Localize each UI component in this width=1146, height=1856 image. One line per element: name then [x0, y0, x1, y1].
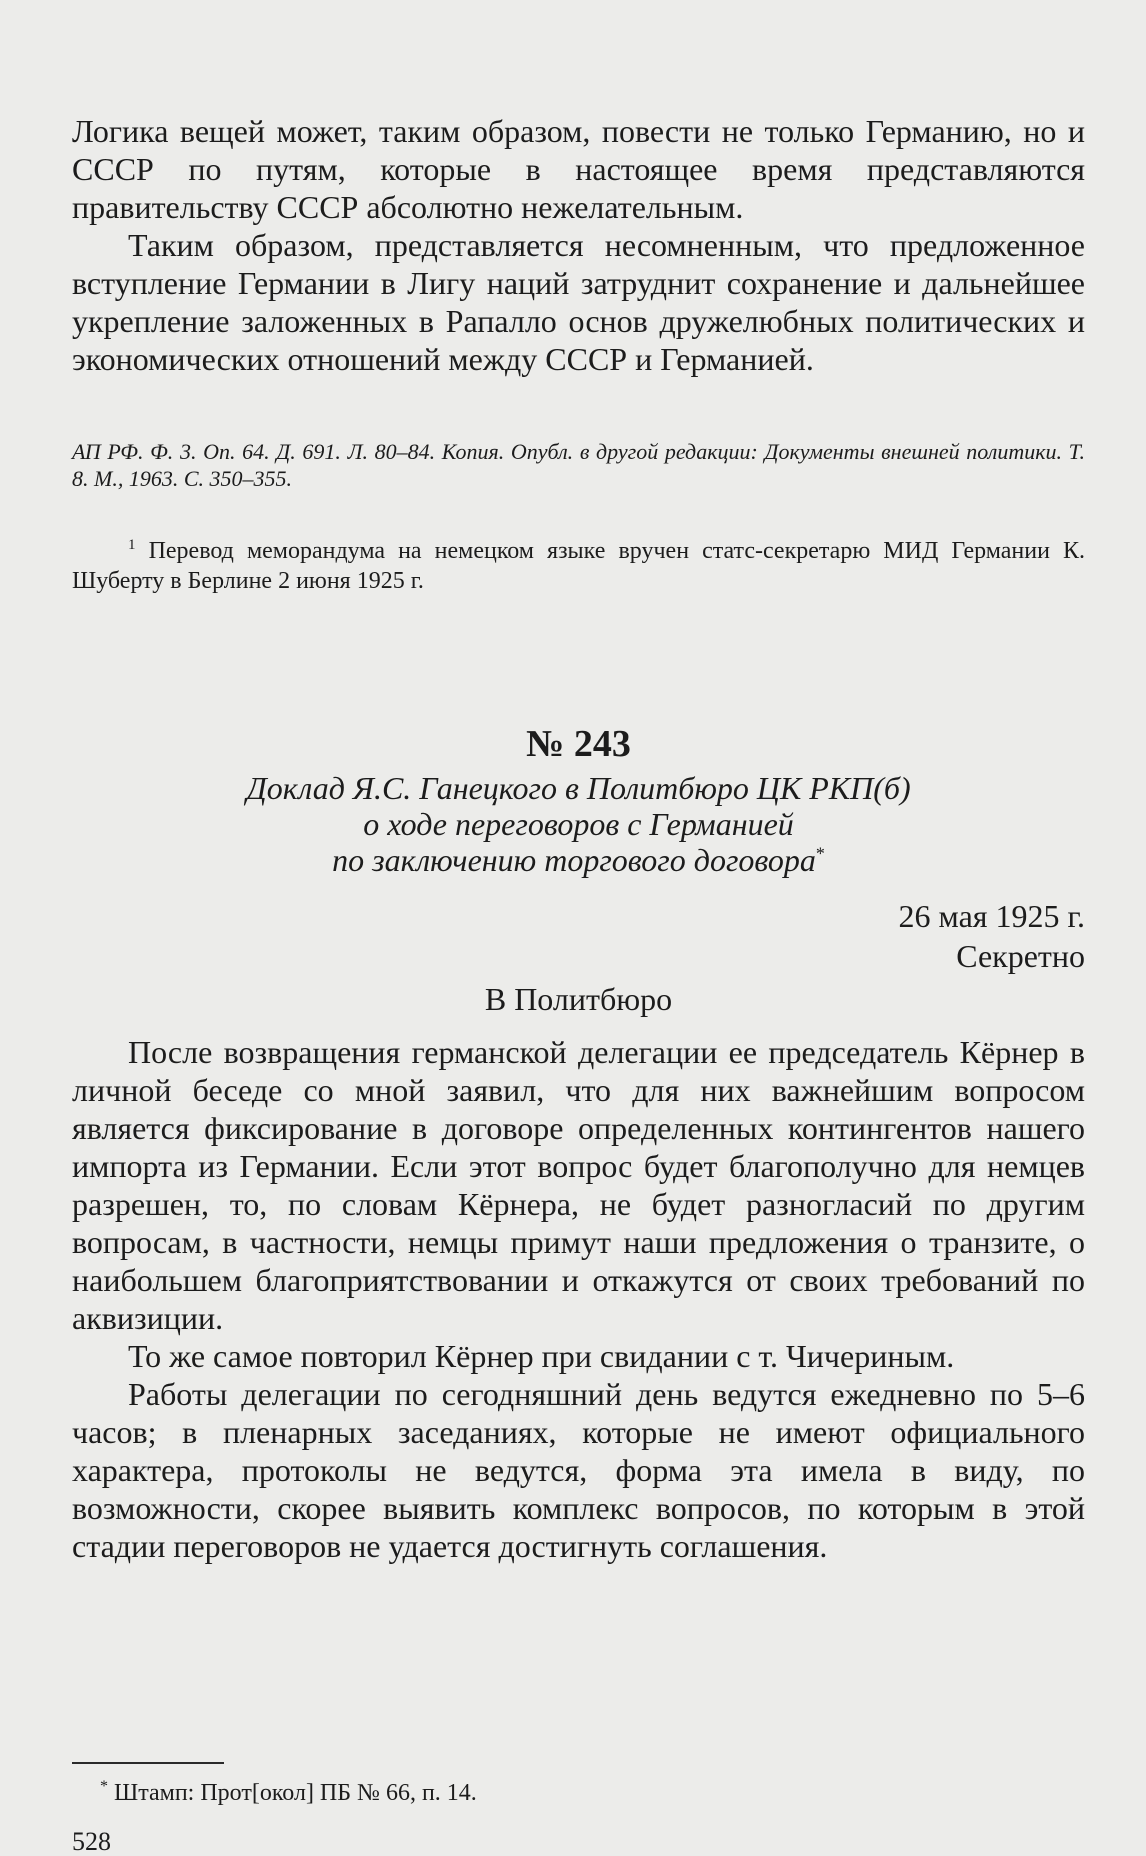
footnote-text: Штамп: Прот[окол] ПБ № 66, п. 14.: [114, 1780, 477, 1806]
document-title: [72, 770, 1085, 878]
footnote-divider: [72, 1762, 224, 1764]
footnote-text: Перевод меморандума на немецком языке вручен статс-секретарю МИД Германии К. Шуберту в Берлине 2 июня 1925 г.: [72, 538, 1086, 594]
archive-source-note: АП РФ. Ф. 3. Оп. 64. Д. 691. Л. 80–84. Копия. Опубл. в другой редакции: Документы внешней политики. Т. 8. М., 1963. С. 350–355.: [72, 439, 1085, 491]
title-line: Доклад Я.С. Ганецкого в Политбюро ЦК РКП(б): [246, 770, 911, 806]
page-number: 528: [72, 1827, 111, 1856]
paragraph: Логика вещей может, таким образом, повести не только Германию, но и СССР по путям, которые в настоящее время представляются правительству СССР абсолютно нежелательным.: [72, 113, 1085, 225]
document-number: № 243: [526, 723, 631, 765]
top-text: [72, 112, 1085, 378]
paragraph: Таким образом, представляется несомненным, что предложенное вступление Германии в Лигу наций затруднит сохранение и дальнейшее укрепление заложенных в Рапалло основ дружелюбных политических и экономических отношений между СССР и Германией.: [72, 227, 1085, 377]
footnote-2: [100, 1778, 477, 1808]
footnote-marker: *: [815, 843, 825, 864]
classification-stamp: Секретно: [956, 938, 1085, 974]
paragraph: То же самое повторил Кёрнер при свидании с т. Чичериным.: [128, 1338, 955, 1374]
paragraph: Работы делегации по сегодняшний день ведутся ежедневно по 5–6 часов; в пленарных заседаниях, которые не имеют официального характера, протоколы не ведутся, форма эта имела в виду, по возможности, скорее выявить комплекс вопросов, по которым в этой стадии переговоров не удается достигнуть соглашения.: [72, 1376, 1085, 1564]
document-body: [72, 1033, 1085, 1565]
footnote-marker: *: [100, 1778, 108, 1795]
footnote-marker: 1: [128, 537, 136, 553]
addressee: В Политбюро: [484, 981, 673, 1017]
title-line: о ходе переговоров с Германией: [363, 806, 794, 842]
footnote-1: [72, 536, 1085, 596]
paragraph: После возвращения германской делегации ее председатель Кёрнер в личной беседе со мной заявил, что для них важнейшим вопросом является фиксирование в договоре определенных контингентов нашего импорта из Германии. Если этот вопрос будет благополучно для немцев разрешен, то, по словам Кёрнера, не будет разногласий по другим вопросам, в частности, немцы примут наши предложения о транзите, о наибольшем благоприятствовании и откажутся от своих требований по аквизиции.: [72, 1034, 1085, 1336]
title-line: по заключению торгового договора*: [332, 842, 825, 878]
document-date: 26 мая 1925 г.: [898, 898, 1085, 934]
